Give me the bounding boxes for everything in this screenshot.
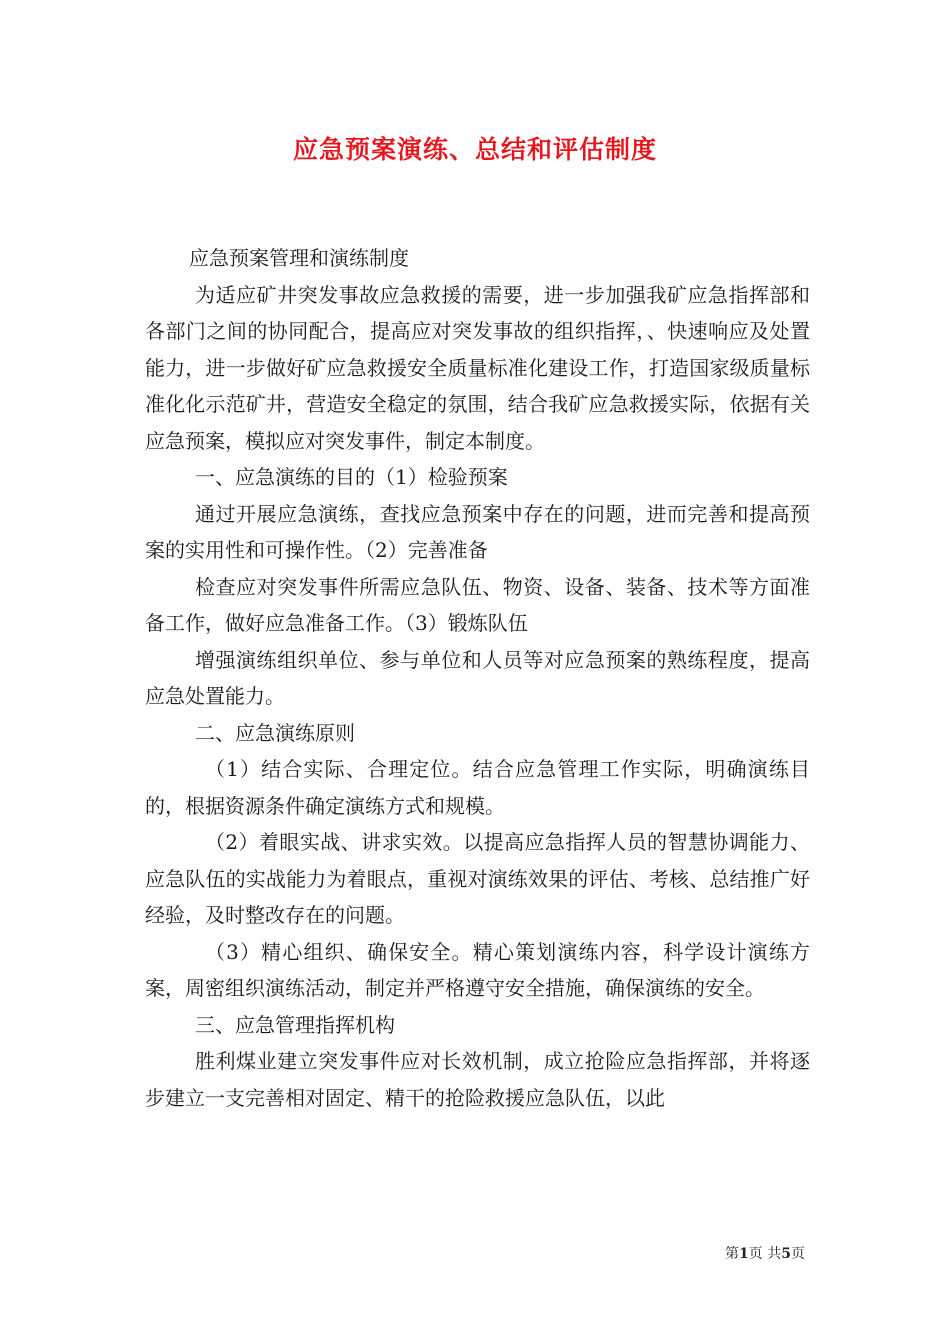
paragraph: 胜利煤业建立突发事件应对长效机制，成立抢险应急指挥部，并将逐步建立一支完善相对固定、精干的抢险救援应急队伍，以此 xyxy=(145,1049,810,1110)
section-heading: 应急预案管理和演练制度 xyxy=(189,246,409,270)
paragraph: 通过开展应急演练，查找应急预案中存在的问题，进而完善和提高预案的实用性和可操作性。（2）完善准备 xyxy=(145,501,810,562)
current-page-number: 1 xyxy=(739,1246,749,1262)
paragraph: （3）精心组织、确保安全。精心策划演练内容，科学设计演练方案，周密组织演练活动，制定并严格遵守安全措施，确保演练的安全。 xyxy=(145,939,810,1000)
footer-suffix: 页 xyxy=(791,1246,805,1262)
total-page-count: 5 xyxy=(781,1246,791,1262)
footer-middle: 页 共 xyxy=(748,1246,782,1262)
document-title: 应急预案演练、总结和评估制度 xyxy=(292,135,657,164)
paragraph: 二、应急演练原则 xyxy=(195,720,355,745)
page-number-footer xyxy=(725,1244,805,1264)
document-body xyxy=(145,240,810,1116)
paragraph: 一、应急演练的目的（1）检验预案 xyxy=(195,465,508,489)
paragraph: 检查应对突发事件所需应急队伍、物资、设备、装备、技术等方面准备工作，做好应急准备工作。（3）锻炼队伍 xyxy=(145,574,810,635)
paragraph: 为适应矿井突发事故应急救援的需要，进一步加强我矿应急指挥部和各部门之间的协同配合，提高应对突发事故的组织指挥，、快速响应及处置能力，进一步做好矿应急救援安全质量标准化建设工作，打造国家级质量标准化化示范矿井，营造安全稳定的氛围，结合我矿应急救援实际，依据有关应急预案，模拟应对突发事件，制定本制度。 xyxy=(145,282,810,453)
footer-prefix: 第 xyxy=(725,1246,740,1262)
paragraph: （2）着眼实战、讲求实效。以提高应急指挥人员的智慧协调能力、应急队伍的实战能力为着眼点，重视对演练效果的评估、考核、总结推广好经验，及时整改存在的问题。 xyxy=(145,830,810,927)
paragraph: 增强演练组织单位、参与单位和人员等对应急预案的熟练程度，提高应急处置能力。 xyxy=(145,647,810,708)
paragraph: 三、应急管理指挥机构 xyxy=(195,1012,395,1037)
paragraph: （1）结合实际、合理定位。结合应急管理工作实际，明确演练目的，根据资源条件确定演练方式和规模。 xyxy=(145,757,810,818)
